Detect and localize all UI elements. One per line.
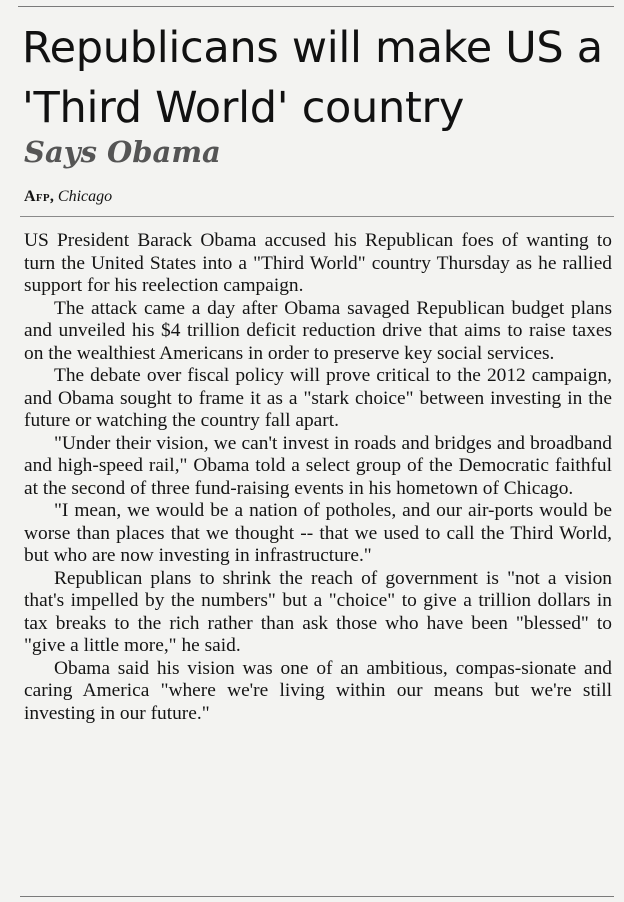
headline: Republicans will make US a 'Third World' country [22,23,603,133]
byline-city: Chicago [57,188,113,205]
article-paragraph: "Under their vision, we can't invest in roads and bridges and broadband and high-speed rail," Obama told a select group of the Democratic faithful at the second of three fund-raising events in his hometown of Chicago. [24,432,612,499]
article-paragraph: "I mean, we would be a nation of potholes, and our air-ports would be worse than places that we thought -- that we used to call the Third World, but who are now investing in infrastructure." [24,500,612,566]
article-paragraph: US President Barack Obama accused his Republican foes of wanting to turn the United States into a "Third World" country Thursday as he rallied support for his reelection campaign. [24,230,612,296]
byline-agency: Afp [24,188,50,205]
article-paragraph: The attack came a day after Obama savaged Republican budget plans and unveiled his $4 trillion deficit reduction drive that aims to raise taxes on the wealthiest Americans in order to preserve key social services. [24,297,612,364]
byline-separator: , [49,188,54,205]
byline-rule [20,216,614,217]
top-rule [18,6,614,7]
article-paragraph: The debate over fiscal policy will prove critical to the 2012 campaign, and Obama sought to frame it as a "stark choice" between investing in the future or watching the country fall apart. [24,365,612,431]
bottom-rule [20,896,614,897]
byline [24,186,112,208]
article-paragraph: Obama said his vision was one of an ambitious, compas-sionate and caring America "where we're living within our means but we're still investing in our future." [24,657,612,724]
subheadline: Says Obama [24,135,221,169]
article-body [24,230,612,725]
article-paragraph: Republican plans to shrink the reach of government is "not a vision that's impelled by the numbers" but a "choice" to give a trillion dollars in tax breaks to the rich rather than ask those who have been "blessed" to "give a little more," he said. [24,567,612,656]
